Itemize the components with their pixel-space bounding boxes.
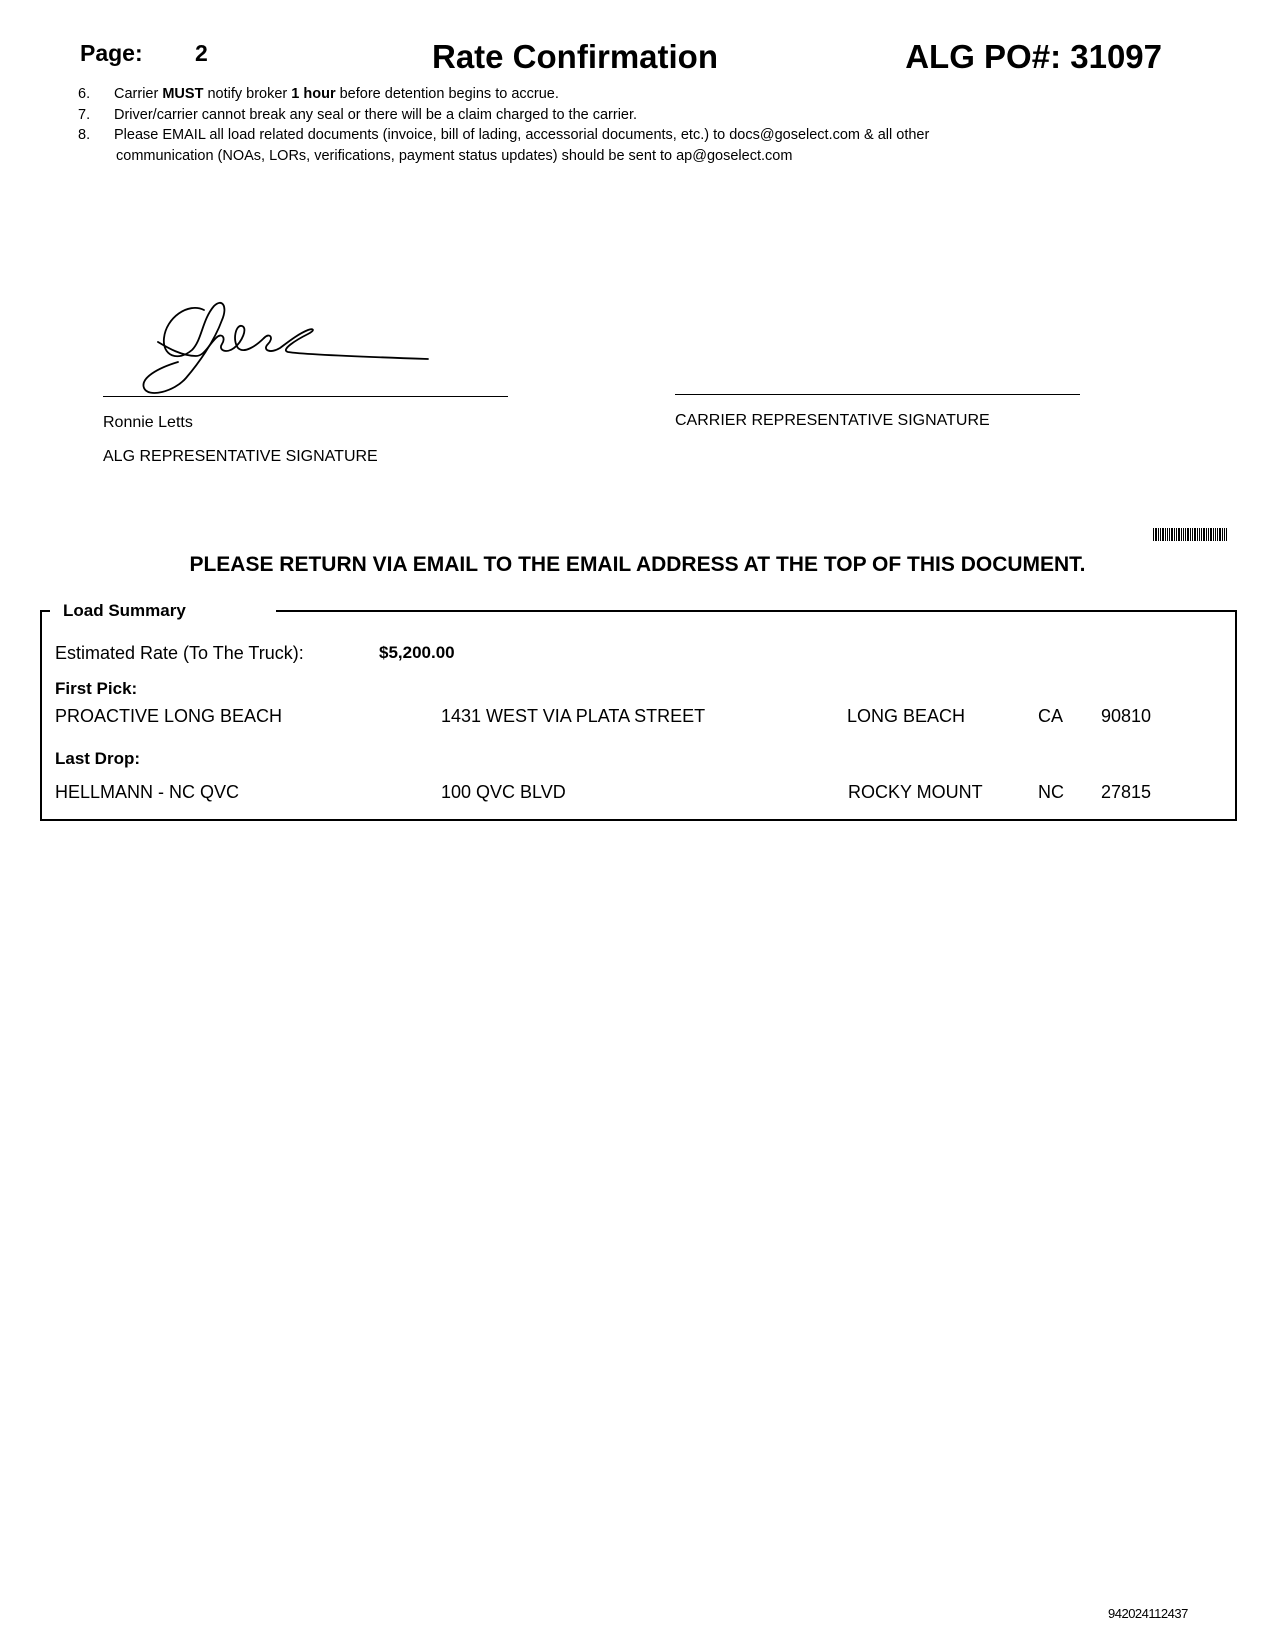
last-drop-address: 100 QVC BLVD [441,782,566,802]
term-number: 6. [78,86,91,102]
box-border-segment [276,610,1235,612]
term-text: notify broker [203,86,292,102]
page-number: 2 [195,40,208,66]
term-text: Driver/carrier cannot break any seal or there will be a claim charged to the carrier. [114,106,638,123]
rate-label: Estimated Rate (To The Truck): [55,643,304,663]
terms-list [78,84,929,166]
barcode [1153,528,1227,541]
first-pick-name: PROACTIVE LONG BEACH [55,706,283,726]
term-number: 7. [78,106,91,123]
last-drop-zip: 27815 [1101,782,1152,802]
document-id: 942024112437 [1108,1606,1188,1621]
po-number: ALG PO#: 31097 [905,38,1162,75]
last-drop-state: NC [1038,782,1064,802]
last-drop-label: Last Drop: [55,749,140,768]
last-drop-name: HELLMANN - NC QVC [55,782,240,802]
term-6 [78,84,929,105]
term-text: Please EMAIL all load related documents (invoice, bill of lading, accessorial documents, etc.) to docs@goselect.com & all other [114,127,930,143]
carrier-signature-line [675,394,1080,395]
term-emphasis: 1 hour [291,86,336,102]
box-border-segment [40,610,50,612]
term-text-continued: communication (NOAs, LORs, verifications, payment status updates) should be sent to ap@goselect.com [116,147,793,164]
first-pick-address: 1431 WEST VIA PLATA STREET [441,706,706,726]
alg-signature-caption: ALG REPRESENTATIVE SIGNATURE [103,448,378,465]
load-summary-title: Load Summary [63,601,186,620]
carrier-signature-caption: CARRIER REPRESENTATIVE SIGNATURE [675,412,990,429]
term-text: Carrier [114,86,163,102]
document-title: Rate Confirmation [431,38,718,75]
term-number: 8. [78,127,91,143]
first-pick-state: CA [1038,706,1064,726]
alg-signature-line [103,396,508,397]
term-emphasis: MUST [162,86,204,102]
term-7 [78,105,929,126]
first-pick-zip: 90810 [1101,706,1152,726]
return-instruction: PLEASE RETURN VIA EMAIL TO THE EMAIL ADDRESS AT THE TOP OF THIS DOCUMENT. [189,553,1086,576]
term-text: before detention begins to accrue. [335,86,559,102]
alg-signer-name: Ronnie Letts [103,414,193,431]
rate-value: $5,200.00 [379,643,455,662]
term-8 [78,125,929,166]
last-drop-city: ROCKY MOUNT [848,782,983,802]
first-pick-city: LONG BEACH [847,706,966,726]
first-pick-label: First Pick: [55,679,138,698]
page-label: Page: [80,40,143,66]
handwritten-signature [138,298,438,408]
